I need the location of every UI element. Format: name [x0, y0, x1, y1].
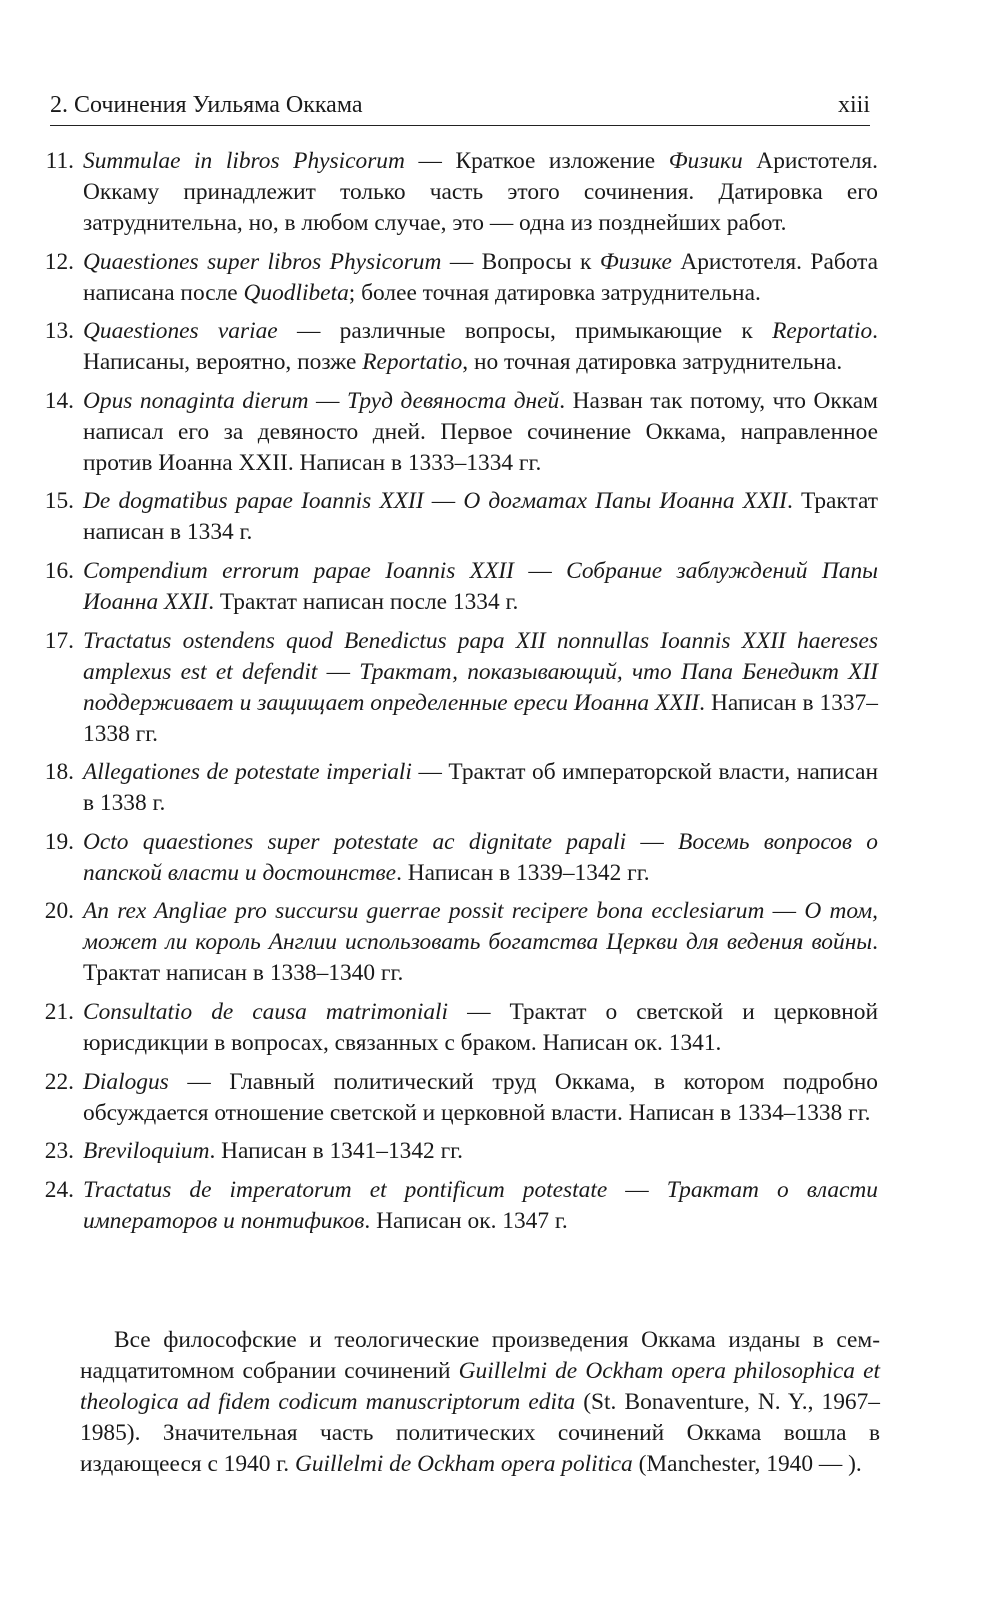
- list-item: 20. An rex Angliae pro succursu guerrae possit recipere bona ecclesiarum — О том, может ли король Англии использовать богатства Церкви для ведения войны. Трактат написан в 1338–1340 гг.: [38, 896, 878, 989]
- latin-title: Tractatus de imperatorum et pontificum potestate: [83, 1176, 608, 1203]
- latin-title: Breviloquium: [83, 1138, 210, 1165]
- latin-title: Opus nonaginta dierum: [83, 387, 309, 414]
- russian-title: Трактат, показывающий, что Папа Бенедикт XII поддерживает и защищает определенные ереси Иоанна XXII: [83, 658, 878, 716]
- item-number: 18.: [44, 759, 74, 786]
- latin-title: Tractatus ostendens quod Benedictus papa XII nonnullas Ioannis XXII haereses amplexus est et defendit: [83, 627, 878, 685]
- item-number: 23.: [44, 1138, 74, 1165]
- latin-title: Quaestiones variae: [83, 318, 278, 345]
- latin-title: Allegationes de potestate imperiali: [83, 759, 412, 786]
- russian-title: О догматах Папы Иоанна XXII: [463, 488, 787, 515]
- works-list: [38, 146, 878, 1244]
- item-number: 15.: [44, 488, 74, 515]
- list-item: 22. Dialogus — Главный политический труд Оккама, в котором подробно обсуждается отношение светской и церковной власти. Написан в 1334–1338 гг.: [38, 1067, 878, 1129]
- item-number: 20.: [44, 898, 74, 925]
- item-number: 13.: [44, 318, 74, 345]
- russian-title: Собрание заблуждений Папы Иоанна XXII: [83, 557, 879, 615]
- item-number: 16.: [44, 557, 74, 584]
- item-number: 11.: [45, 148, 74, 174]
- latin-title: Consultatio de causa matrimoniali: [83, 998, 449, 1025]
- list-item: 11. Summulae in libros Physicorum — Краткое изложение Физики Аристотеля. Оккаму принадлежит только часть этого сочинения. Датировка его затруднительна, но, в любом случае, это — одна из позднейших работ.: [38, 146, 878, 239]
- item-number: 19.: [44, 828, 74, 855]
- edition-title: Guillelmi de Ockham opera philosophica et theologica ad fidem codicum manuscriptorum edita: [80, 1358, 880, 1415]
- latin-title: Summulae in libros Physicorum: [83, 148, 405, 174]
- russian-title: Трактат о власти императоров и понтификов: [83, 1176, 878, 1234]
- item-number: 12.: [44, 248, 74, 275]
- item-number: 21.: [44, 998, 74, 1025]
- item-number: 17.: [44, 627, 74, 654]
- russian-title: Восемь вопросов о папской власти и достоинстве: [83, 828, 878, 886]
- latin-title: Quaestiones super libros Physicorum: [83, 248, 442, 275]
- list-item: 13. Quaestiones variae — различные вопросы, примыкающие к Reportatio. Написаны, вероятно, позже Reportatio, но точная датировка затруднительна.: [38, 316, 878, 378]
- list-item: 17. Tractatus ostendens quod Benedictus papa XII nonnullas Ioannis XXII haereses amplexus est et defendit — Трактат, показывающий, что Папа Бенедикт XII поддерживает и защищает определенные ереси Иоанна XXII. Написан в 1337–1338 гг.: [38, 626, 878, 750]
- list-item: 15. De dogmatibus papae Ioannis XXII — О догматах Папы Иоанна XXII. Трактат написан в 1334 г.: [38, 486, 878, 548]
- item-number: 14.: [44, 387, 74, 414]
- latin-title: De dogmatibus papae Ioannis XXII: [83, 488, 424, 515]
- item-number: 24.: [44, 1176, 74, 1203]
- list-item: 19. Octo quaestiones super potestate ac dignitate papali — Восемь вопросов о папской власти и достоинстве. Написан в 1339–1342 гг.: [38, 827, 878, 889]
- chapter-title: 2. Сочинения Уильяма Оккама: [50, 92, 363, 118]
- latin-title: Octo quaestiones super potestate ac dignitate papali: [83, 828, 627, 855]
- latin-title: An rex Angliae pro succursu guerrae possit recipere bona ecclesiarum: [83, 898, 765, 925]
- list-item: 14. Opus nonaginta dierum — Труд девяноста дней. Назван так потому, что Оккам написал его за девяносто дней. Первое сочинение Оккама, направленное против Иоанна XXII. Написан в 1333–1334 гг.: [38, 386, 878, 479]
- list-item: 21. Consultatio de causa matrimoniali — Трактат о светской и церковной юрисдикции в вопросах, связанных с браком. Написан ок. 1341.: [38, 997, 878, 1059]
- list-item: 18. Allegationes de potestate imperiali — Трактат об императорской власти, написан в 1338 г.: [38, 757, 878, 819]
- list-item: 16. Compendium errorum papae Ioannis XXII — Собрание заблуждений Папы Иоанна XXII. Трактат написан после 1334 г.: [38, 556, 878, 618]
- running-head: [50, 86, 870, 126]
- latin-title: Compendium errorum papae Ioannis XXII: [83, 557, 514, 584]
- russian-title: Труд девяноста дней: [346, 387, 560, 414]
- list-item: 24. Tractatus de imperatorum et pontificum potestate — Трактат о власти императоров и понтификов. Написан ок. 1347 г.: [38, 1175, 878, 1237]
- edition-title: Guillelmi de Ockham opera politica: [294, 1451, 633, 1477]
- latin-title: Dialogus: [83, 1068, 169, 1095]
- closing-paragraph: Все философские и теологические произведения Оккама изданы в семнадцатитомном собрании сочинений Guillelmi de Ockham opera philosophica et theologica ad fidem codicum manuscriptorum edita (St. Bonaventure, N. Y., 1967–1985). Значительная часть политических сочинений Оккама вошла в издающееся с 1940 г. Guillelmi de Ockham opera politica (Manchester, 1940 — ).: [80, 1327, 880, 1477]
- page-number: xiii: [837, 92, 870, 118]
- list-item: 23. Breviloquium. Написан в 1341–1342 гг.: [38, 1136, 878, 1167]
- item-number: 22.: [44, 1068, 74, 1095]
- russian-title: О том, может ли король Англии использовать богатства Церкви для ведения войны: [83, 898, 878, 956]
- list-item: 12. Quaestiones super libros Physicorum — Вопросы к Физике Аристотеля. Работа написана после Quodlibeta; более точная датировка затруднительна.: [38, 247, 878, 309]
